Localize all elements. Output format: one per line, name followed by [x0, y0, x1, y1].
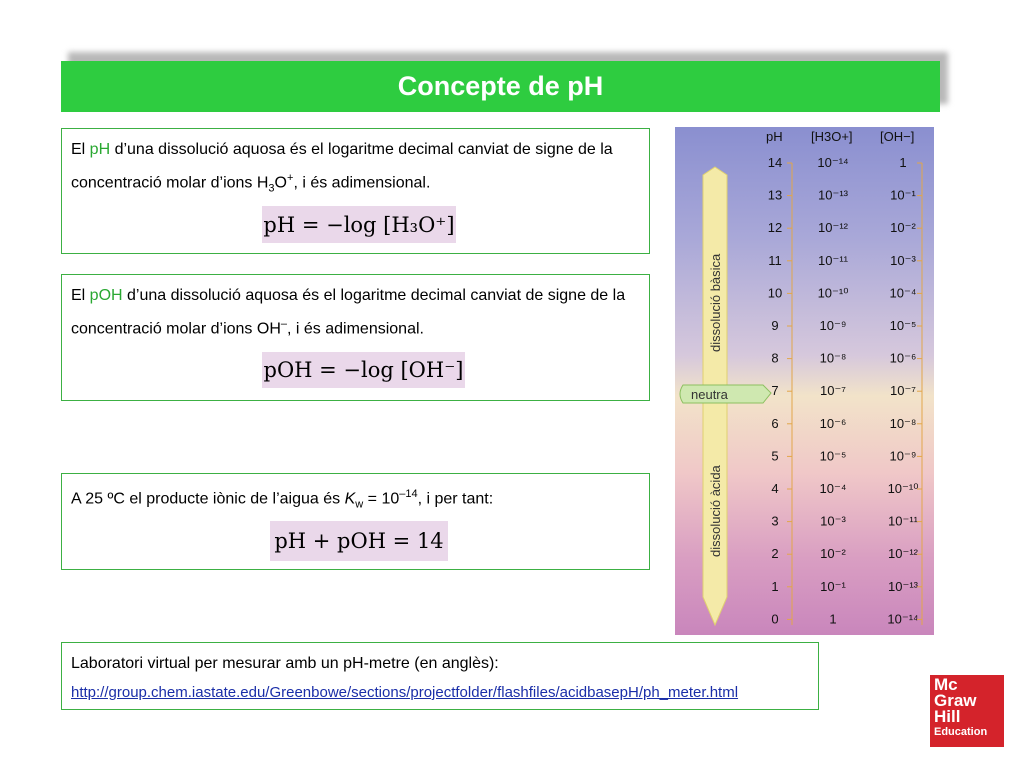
ph-definition-text: El pH d’una dissolució aquosa és el logaritme decimal canviat de signe de la concentració molar d’ions $H_3O^+$, i és adimensional. — [71, 141, 613, 195]
ph-value: 9 — [771, 318, 779, 333]
oh-value: 10⁻⁴ — [889, 285, 917, 301]
oh-value: 10⁻¹² — [888, 546, 918, 562]
h3o-value: 10⁻¹¹ — [818, 252, 848, 268]
ph-value: 10 — [767, 285, 783, 301]
ph-formula: pH = −log [H₃O⁺] — [262, 206, 456, 243]
h3o-value: 10⁻³ — [820, 513, 846, 529]
ph-value: 5 — [771, 448, 779, 464]
h3o-value: 10⁻¹³ — [818, 187, 848, 203]
poh-term: pOH — [89, 287, 123, 304]
ph-scale-graphic — [675, 127, 934, 635]
ph-value: 3 — [771, 513, 779, 529]
oh-value: 10⁻² — [890, 220, 916, 236]
ph-value: 13 — [767, 187, 783, 203]
h3o-value: 10⁻¹⁰ — [817, 285, 849, 301]
oh-value: 10⁻⁷ — [889, 383, 917, 399]
poh-definition-text: El pOH d’una dissolució aquosa és el logaritme decimal canviat de signe de la concentració molar d’ions OH–, i és adimensional. — [71, 287, 626, 338]
oh-value: 10⁻¹⁴ — [887, 611, 919, 627]
h3o-value: 1 — [829, 611, 837, 627]
h3o-value: 10⁻⁸ — [819, 350, 847, 366]
h3o-value: 10⁻⁹ — [819, 318, 847, 333]
h3o-value: 10⁻¹⁴ — [817, 155, 849, 170]
h3o-value: 10⁻¹ — [820, 578, 846, 594]
ph-term: pH — [89, 141, 111, 158]
oh-value: 10⁻⁶ — [889, 350, 917, 366]
oh-value: 10⁻¹¹ — [888, 513, 918, 529]
oh-value: 10⁻⁸ — [889, 415, 917, 431]
ph-value: 0 — [771, 611, 779, 627]
oh-value: 10⁻³ — [890, 252, 916, 268]
basic-label: dissolució bàsica — [708, 253, 723, 352]
oh-value: 10⁻⁵ — [889, 318, 917, 333]
ph-value: 7 — [771, 383, 779, 399]
neutral-label: neutra — [691, 387, 728, 402]
oh-value: 10⁻⁹ — [889, 448, 917, 464]
virtual-lab-text: Laboratori virtual per mesurar amb un pH-metre (en anglès): — [71, 655, 499, 672]
ionic-product-text: A 25 ºC el producte iònic de l’aigua és $K_w = 10^{-14}$, i per tant: — [71, 488, 494, 511]
ph-scale-svg — [675, 127, 934, 635]
oh-value: 10⁻¹⁰ — [887, 481, 919, 496]
h3o-value: 10⁻⁵ — [819, 448, 847, 464]
ph-value: 4 — [771, 481, 779, 496]
ph-value: 6 — [771, 415, 779, 431]
sum-formula: pH + pOH = 14 — [270, 521, 448, 561]
ph-value: 2 — [771, 546, 779, 562]
ph-value: 1 — [771, 578, 779, 594]
header-ph: pH — [766, 129, 783, 144]
h3o-value: 10⁻⁶ — [819, 415, 847, 431]
h3o-value: 10⁻⁴ — [819, 481, 847, 496]
scale-rows — [768, 155, 922, 626]
h3o-value: 10⁻⁷ — [819, 383, 847, 399]
ph-value: 12 — [767, 220, 783, 236]
ph-meter-link[interactable]: http://group.chem.iastate.edu/Greenbowe/sections/projectfolder/flashfiles/acidbasepH/ph_meter.html — [71, 684, 739, 701]
slide-title: Concepte de pH — [397, 71, 604, 101]
oh-value: 10⁻¹ — [890, 187, 916, 203]
virtual-lab-box — [61, 642, 819, 710]
mcgraw-hill-logo: Mc Graw Hill Education — [930, 675, 1004, 747]
ph-value: 14 — [767, 155, 783, 170]
acid-label: dissolució àcida — [708, 465, 723, 557]
slide-title-bar — [61, 61, 940, 112]
oh-value: 10⁻¹³ — [888, 578, 918, 594]
header-oh: [OH−] — [880, 129, 915, 144]
ph-value: 8 — [771, 350, 779, 366]
h3o-value: 10⁻² — [820, 546, 846, 562]
poh-formula: pOH = −log [OH⁻] — [262, 352, 465, 388]
h3o-value: 10⁻¹² — [818, 220, 848, 236]
header-h3o: [H3O+] — [811, 129, 853, 144]
oh-value: 1 — [899, 155, 907, 170]
ph-value: 11 — [768, 252, 782, 268]
